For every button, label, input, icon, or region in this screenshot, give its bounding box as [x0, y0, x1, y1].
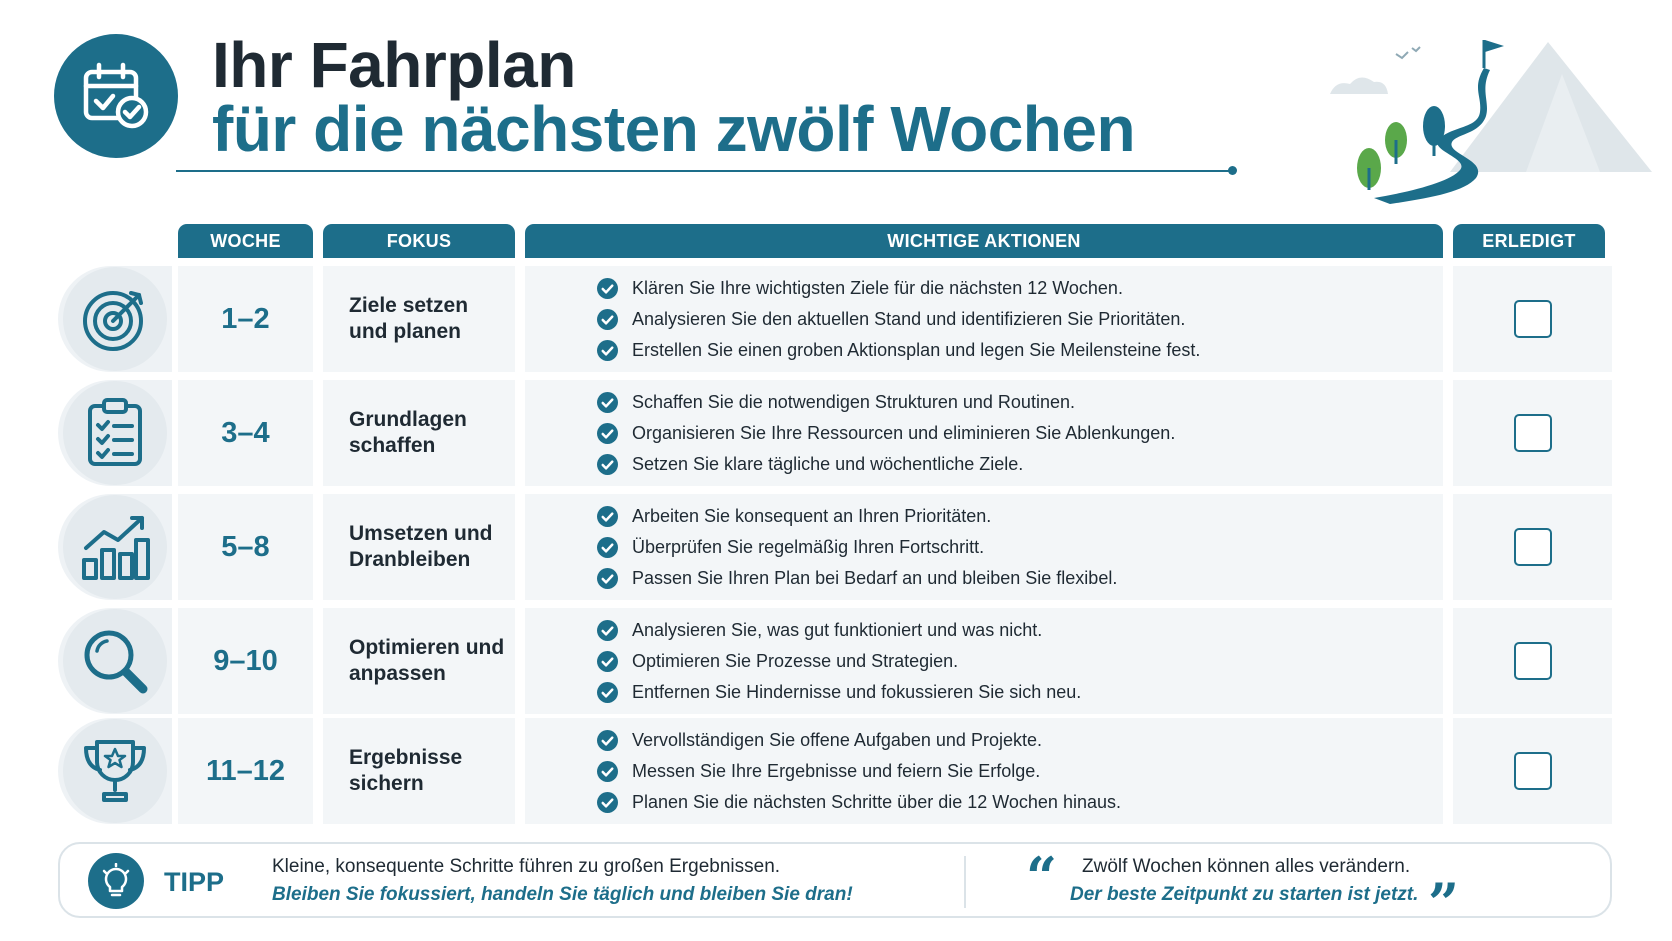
action-text: Erstellen Sie einen groben Aktionsplan und legen Sie Meilensteine fest. [632, 339, 1201, 360]
focus-line: Ziele setzen [349, 294, 469, 317]
done-checkbox[interactable] [1514, 528, 1552, 566]
list-item [627, 725, 1072, 756]
action-text: Optimieren Sie Prozesse und Strategien. [632, 650, 959, 671]
page-title: Ihr Fahrplan [212, 29, 576, 101]
action-text: Analysieren Sie, was gut funktioniert und was nicht. [632, 619, 1043, 640]
table-row [58, 266, 1612, 372]
week-range: 9–10 [178, 608, 313, 714]
tip-banner [58, 842, 1612, 935]
focus-label [323, 380, 515, 486]
action-text: Entfernen Sie Hindernisse und fokussieren Sie sich neu. [632, 681, 1082, 702]
check-circle-icon [597, 730, 618, 751]
focus-line: Ergebnisse [349, 746, 463, 769]
action-text: Schaffen Sie die notwendigen Strukturen und Routinen. [632, 391, 1075, 412]
action-text: Überprüfen Sie regelmäßig Ihren Fortschritt. [632, 536, 985, 557]
focus-label [323, 266, 515, 372]
table-row [58, 380, 1612, 486]
trophy-icon [63, 719, 167, 823]
action-text: Vervollständigen Sie offene Aufgaben und Projekte. [632, 729, 1042, 750]
done-checkbox[interactable] [1514, 300, 1552, 338]
focus-line: schaffen [349, 434, 436, 457]
tip-emphasis: Bleiben Sie fokussiert, handeln Sie täglich und bleiben Sie dran! [272, 884, 853, 905]
check-circle-icon [597, 454, 618, 475]
week-range: 5–8 [178, 494, 313, 600]
done-checkbox[interactable] [1514, 752, 1552, 790]
focus-label [323, 718, 515, 824]
focus-label [323, 608, 515, 714]
action-text: Passen Sie Ihren Plan bei Bedarf an und bleiben Sie flexibel. [632, 567, 1118, 588]
check-circle-icon [597, 682, 618, 703]
column-header-week: WOCHE [178, 224, 313, 258]
list-item [627, 335, 1230, 366]
title-divider-dot [1228, 166, 1237, 175]
action-text: Planen Sie die nächsten Schritte über die 12 Wochen hinaus. [632, 791, 1121, 812]
actions-list [525, 494, 1443, 600]
actions-list [525, 266, 1443, 372]
clipboard-checklist-icon [63, 381, 167, 485]
growth-chart-icon [63, 495, 167, 599]
list-item [627, 615, 1072, 646]
tip-text: Kleine, konsequente Schritte führen zu großen Ergebnissen. [272, 856, 781, 877]
list-item [627, 677, 1111, 708]
actions-list [525, 608, 1443, 714]
quote-open-icon: “ [1026, 845, 1058, 909]
table-row [58, 718, 1612, 824]
tip-label: TIPP [164, 867, 225, 897]
check-circle-icon [597, 761, 618, 782]
mountain-path-illustration [1330, 22, 1652, 204]
check-circle-icon [597, 340, 618, 361]
actions-list [525, 380, 1443, 486]
week-range: 3–4 [178, 380, 313, 486]
action-text: Messen Sie Ihre Ergebnisse und feiern Sie Erfolge. [632, 760, 1041, 781]
focus-line: Umsetzen und [349, 522, 493, 545]
action-text: Setzen Sie klare tägliche und wöchentliche Ziele. [632, 453, 1024, 474]
check-circle-icon [597, 651, 618, 672]
list-item [627, 418, 1205, 449]
focus-line: Grundlagen [349, 408, 467, 431]
check-circle-icon [597, 792, 618, 813]
list-item [627, 501, 1021, 532]
action-text: Organisieren Sie Ihre Ressourcen und eliminieren Sie Ablenkungen. [632, 422, 1176, 443]
list-item [627, 756, 1070, 787]
action-text: Arbeiten Sie konsequent an Ihren Prioritäten. [632, 505, 992, 526]
action-text: Klären Sie Ihre wichtigsten Ziele für die nächsten 12 Wochen. [632, 277, 1123, 298]
column-header-actions: WICHTIGE AKTIONEN [525, 224, 1443, 258]
focus-line: anpassen [349, 662, 446, 685]
check-circle-icon [597, 506, 618, 527]
list-item [627, 646, 988, 677]
list-item [627, 304, 1215, 335]
check-circle-icon [597, 392, 618, 413]
check-circle-icon [597, 537, 618, 558]
title-divider [176, 170, 1234, 172]
list-item [627, 387, 1105, 418]
target-icon [63, 267, 167, 371]
quote-emphasis: Der beste Zeitpunkt zu starten ist jetzt. [1070, 884, 1419, 905]
quote-text: Zwölf Wochen können alles verändern. [1082, 856, 1411, 877]
focus-label [323, 494, 515, 600]
table-row [58, 494, 1612, 600]
focus-line: Optimieren und [349, 636, 505, 659]
week-range: 11–12 [178, 718, 313, 824]
done-checkbox[interactable] [1514, 642, 1552, 680]
focus-line: Dranbleiben [349, 548, 471, 571]
check-circle-icon [597, 568, 618, 589]
divider [964, 856, 966, 908]
page-subtitle: für die nächsten zwölf Wochen [212, 93, 1136, 165]
magnifier-icon [63, 609, 167, 713]
column-header-focus: FOKUS [323, 224, 515, 258]
list-item [627, 563, 1147, 594]
focus-line: und planen [349, 320, 461, 343]
lightbulb-icon [88, 853, 144, 909]
list-item [627, 787, 1151, 818]
check-circle-icon [597, 278, 618, 299]
done-checkbox[interactable] [1514, 414, 1552, 452]
check-circle-icon [597, 423, 618, 444]
focus-line: sichern [349, 772, 424, 795]
table-row [58, 608, 1612, 714]
check-circle-icon [597, 620, 618, 641]
list-item [627, 532, 1014, 563]
calendar-check-icon [54, 34, 178, 158]
quote-close-icon: ” [1428, 871, 1460, 935]
check-circle-icon [597, 309, 618, 330]
actions-list [525, 718, 1443, 824]
list-item [627, 273, 1153, 304]
column-header-done: ERLEDIGT [1453, 224, 1605, 258]
week-range: 1–2 [178, 266, 313, 372]
action-text: Analysieren Sie den aktuellen Stand und identifizieren Sie Prioritäten. [632, 308, 1186, 329]
list-item [627, 449, 1053, 480]
